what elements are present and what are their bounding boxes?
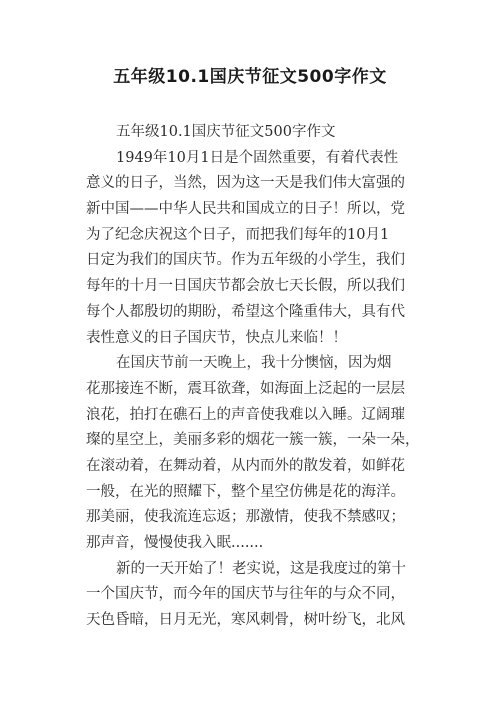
text-line: 浪花，拍打在礁石上的声音使我难以入睡。辽阔璀 — [86, 406, 405, 423]
document-title: 五年级10.1国庆节征文500字作文 — [113, 67, 387, 87]
text-line: 新中国——中华人民共和国成立的日子！所以，党 — [86, 201, 405, 218]
text-line: 五年级10.1国庆节征文500字作文 — [116, 124, 336, 140]
text-line: 那美丽，使我流连忘返；那激情，使我不禁感叹； — [86, 509, 405, 526]
text-line: 1949年10月1日是个固然重要，有着代表性 — [116, 149, 399, 166]
text-line: 在滚动着，在舞动着，从内而外的散发着，如鲜花 — [86, 457, 405, 474]
text-line: 天色昏暗，日月无光，寒风刺骨，树叶纷飞，北风 — [86, 612, 405, 629]
text-line: 那声音，慢慢使我入眠....... — [86, 535, 264, 551]
text-line: 意义的日子，当然，因为这一天是我们伟大富强的 — [86, 175, 405, 192]
text-line: 每年的十月一日国庆节都会放七天长假，所以我们 — [86, 278, 405, 295]
article-body — [86, 120, 420, 634]
text-line: 璨的星空上，美丽多彩的烟花一簇一簇，一朵一朵， — [86, 432, 420, 449]
text-line: 花那接连不断，震耳欲聋，如海面上泛起的一层层 — [86, 380, 405, 397]
text-line: 日定为我们的国庆节。作为五年级的小学生，我们 — [86, 252, 405, 269]
text-line: 新的一天开始了！老实说，这是我度过的第十 — [116, 560, 406, 577]
text-line: 一个国庆节，而今年的国庆节与往年的与众不同， — [86, 586, 405, 603]
text-line: 每个人都殷切的期盼，希望这个隆重伟大，具有代 — [86, 303, 405, 320]
text-line: 在国庆节前一天晚上，我十分懊恼，因为烟 — [116, 355, 392, 372]
text-line: 一般，在光的照耀下，整个星空仿佛是花的海洋。 — [86, 483, 405, 500]
text-line: 表性意义的日子国庆节，快点儿来临！！ — [86, 329, 347, 346]
text-line: 为了纪念庆祝这个日子，而把我们每年的10月1 — [86, 226, 390, 243]
